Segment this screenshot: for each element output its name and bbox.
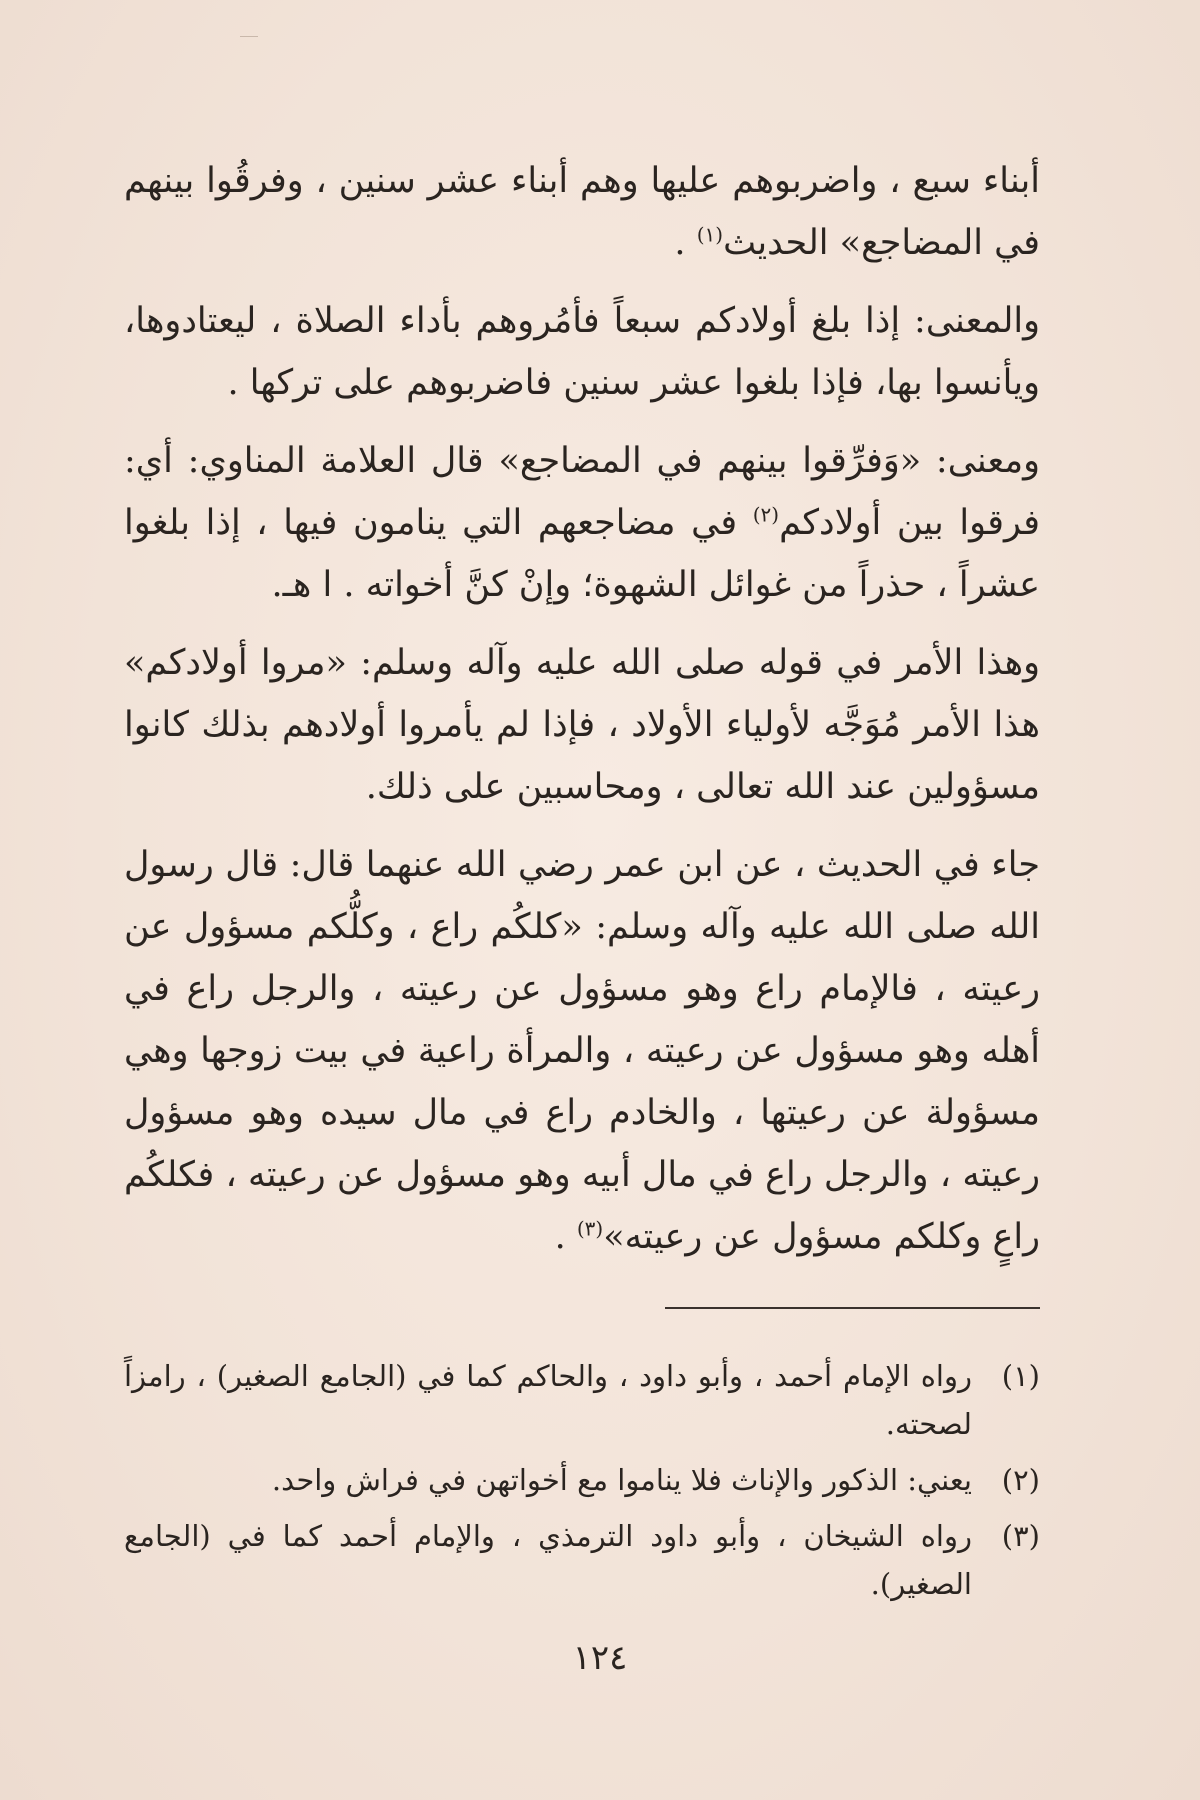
footnote-2 (124, 1456, 1040, 1504)
footnote-text: رواه الإمام أحمد ، وأبو داود ، والحاكم كما في (الجامع الصغير) ، رامزاً لصحته. (124, 1359, 972, 1441)
footnotes (124, 1352, 1040, 1616)
paragraph-1-text: أبناء سبع ، واضربوهم عليها وهم أبناء عشر سنين ، وفرقُوا بينهم في المضاجع» الحديث (124, 161, 1040, 263)
footnote-ref-3[interactable]: (٣) (576, 1216, 604, 1241)
paragraph-1 (124, 150, 1040, 274)
page-mark (240, 36, 258, 37)
paragraph-1-end: . (674, 223, 697, 263)
footnote-text: يعني: الذكور والإناث فلا يناموا مع أخواتهن في فراش واحد. (271, 1463, 972, 1497)
paragraph-5-text: جاء في الحديث ، عن ابن عمر رضي الله عنهما قال: قال رسول الله صلى الله عليه وآله وسلم: «كلكُم راع ، وكلُّكم مسؤول عن رعيته ، فالإمام راع وهو مسؤول عن رعيته ، والرجل راع في أهله وهو مسؤول عن رعيته ، والمرأة راعية في بيت زوجها وهي مسؤولة عن رعيتها ، والخادم راع في مال سيده وهو مسؤول رعيته ، والرجل راع في مال أبيه وهو مسؤول عن رعيته ، فكلكُم راعٍ وكلكم مسؤول عن رعيته» (124, 845, 1040, 1257)
paragraph-5-end: . (554, 1217, 577, 1257)
footnote-number: (١) (1001, 1359, 1040, 1393)
footnote-number: (٢) (1001, 1463, 1040, 1497)
footnote-1 (124, 1352, 1040, 1448)
footnote-separator (665, 1307, 1040, 1309)
body-text (124, 150, 1040, 1284)
paragraph-3-after: في مضاجعهم التي ينامون فيها ، إذا بلغوا عشراً ، حذراً من غوائل الشهوة؛ وإنْ كنَّ أخواته . ا هـ. (124, 503, 1040, 605)
footnote-text: رواه الشيخان ، وأبو داود الترمذي ، والإمام أحمد كما في (الجامع الصغير). (124, 1519, 972, 1601)
footnote-ref-2[interactable]: (٢) (752, 502, 780, 527)
paragraph-5 (124, 834, 1040, 1268)
footnote-number: (٣) (1001, 1519, 1040, 1553)
paragraph-3-before: ومعنى: «وَفرِّقوا بينهم في المضاجع» قال العلامة المناوي: أي: فرقوا بين أولادكم (124, 441, 1040, 543)
paragraph-4: وهذا الأمر في قوله صلى الله عليه وآله وسلم: «مروا أولادكم» هذا الأمر مُوَجَّه لأولياء الأولاد ، فإذا لم يأمروا أولادهم بذلك كانوا مسؤولين عند الله تعالى ، ومحاسبين على ذلك. (124, 643, 1040, 807)
paragraph-3 (124, 430, 1040, 616)
page-number: ١٢٤ (572, 1638, 628, 1678)
paragraph-2: والمعنى: إذا بلغ أولادكم سبعاً فأمُروهم بأداء الصلاة ، ليعتادوها، ويأنسوا بها، فإذا بلغوا عشر سنين فاضربوهم على تركها . (124, 301, 1040, 403)
footnote-3 (124, 1512, 1040, 1608)
footnote-ref-1[interactable]: (١) (696, 222, 724, 247)
